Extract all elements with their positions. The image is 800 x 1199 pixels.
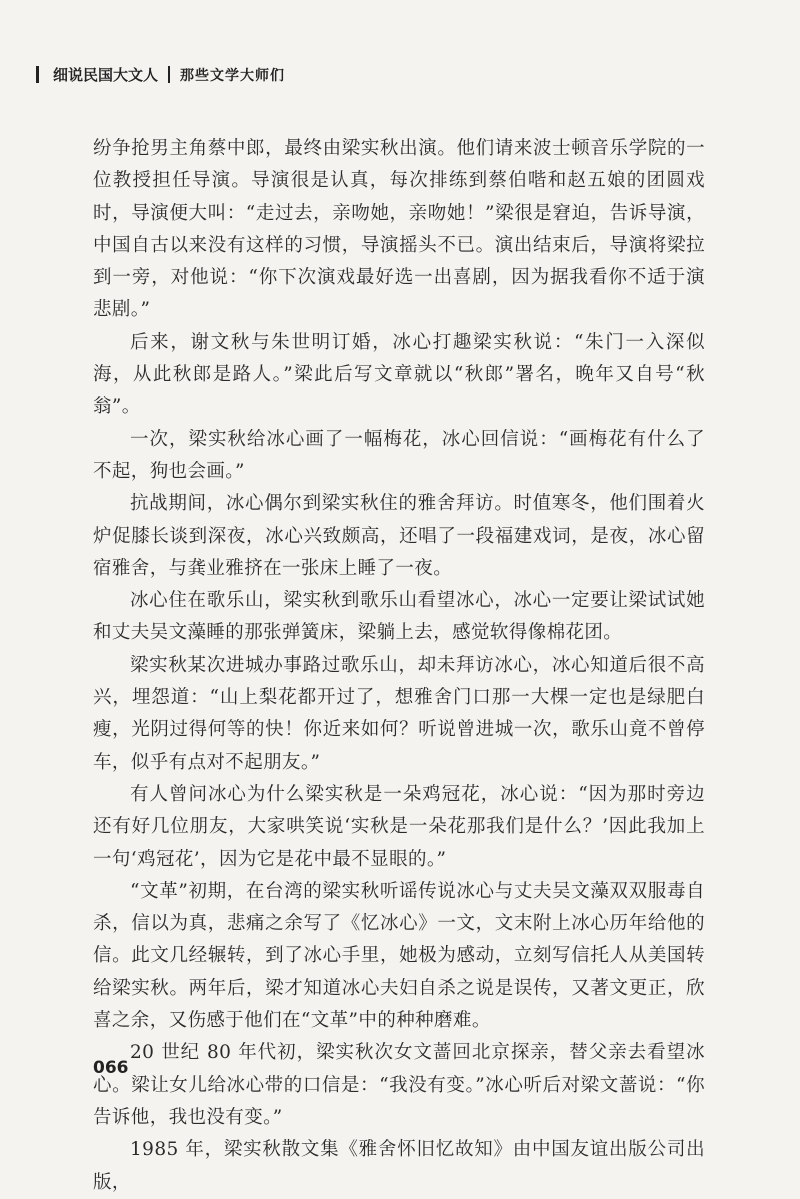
section-title: 那些文学大师们 — [180, 67, 286, 84]
paragraph: 一次，梁实秋给冰心画了一幅梅花，冰心回信说：“画梅花有什么了不起，狗也会画。” — [93, 428, 705, 482]
paragraph: 梁实秋某次进城办事路过歌乐山，却未拜访冰心，冰心知道后很不高兴，埋怨道：“山上梨花都开过了，想雅舍门口那一大棵一定也是绿肥白瘦，光阴过得何等的快！你近来如何？听说曾进城一次，歌乐山竟不曾停车，似乎有点对不起朋友。” — [93, 654, 705, 773]
book-title: 细说民国大文人 — [53, 66, 159, 84]
paragraph: 冰心住在歌乐山，梁实秋到歌乐山看望冰心，冰心一定要让梁试试她和丈夫吴文藻睡的那张弹簧床，梁躺上去，感觉软得像棉花团。 — [93, 590, 705, 644]
page-number: 066 — [93, 1058, 129, 1078]
header-bar — [36, 66, 39, 83]
paragraph: 有人曾问冰心为什么梁实秋是一朵鸡冠花，冰心说：“因为那时旁边还有好几位朋友，大家哄笑说‘实秋是一朵花那我们是什么？’因此我加上一句‘鸡冠花’，因为它是花中最不显眼的。” — [93, 783, 705, 870]
paragraph: 后来，谢文秋与朱世明订婚，冰心打趣梁实秋说：“朱门一入深似海，从此秋郎是路人。”梁此后写文章就以“秋郎”署名，晚年又自号“秋翁”。 — [93, 331, 705, 418]
body-text — [93, 133, 705, 1199]
paragraph: 抗战期间，冰心偶尔到梁实秋住的雅舍拜访。时值寒冬，他们围着火炉促膝长谈到深夜，冰心兴致颇高，还唱了一段福建戏词，是夜，冰心留宿雅舍，与龚业雅挤在一张床上睡了一夜。 — [93, 493, 705, 579]
running-header — [36, 64, 285, 85]
paragraph: 20 世纪 80 年代初，梁实秋次女文蔷回北京探亲，替父亲去看望冰心。梁让女儿给冰心带的口信是：“我没有变。”冰心听后对梁文蔷说：“你告诉他，我也没有变。” — [93, 1042, 705, 1128]
header-separator — [168, 66, 170, 83]
paragraph: 1985 年，梁实秋散文集《雅舍怀旧忆故知》由中国友谊出版公司出版， — [93, 1139, 705, 1193]
paragraph: “文革”初期，在台湾的梁实秋听谣传说冰心与丈夫吴文藻双双服毒自杀，信以为真，悲痛之余写了《忆冰心》一文，文末附上冰心历年给他的信。此文几经辗转，到了冰心手里，她极为感动，立刻写信托人从美国转给梁实秋。两年后，梁才知道冰心夫妇自杀之说是误传，又著文更正，欣喜之余，又伤感于他们在“文革”中的种种磨难。 — [93, 880, 705, 1032]
paragraph: 纷争抢男主角蔡中郎，最终由梁实秋出演。他们请来波士顿音乐学院的一位教授担任导演。导演很是认真，每次排练到蔡伯喈和赵五娘的团圆戏时，导演便大叫：“走过去，亲吻她，亲吻她！”梁很是窘迫，告诉导演，中国自古以来没有这样的习惯，导演摇头不已。演出结束后，导演将梁拉到一旁，对他说：“你下次演戏最好选一出喜剧，因为据我看你不适于演悲剧。” — [93, 138, 705, 321]
